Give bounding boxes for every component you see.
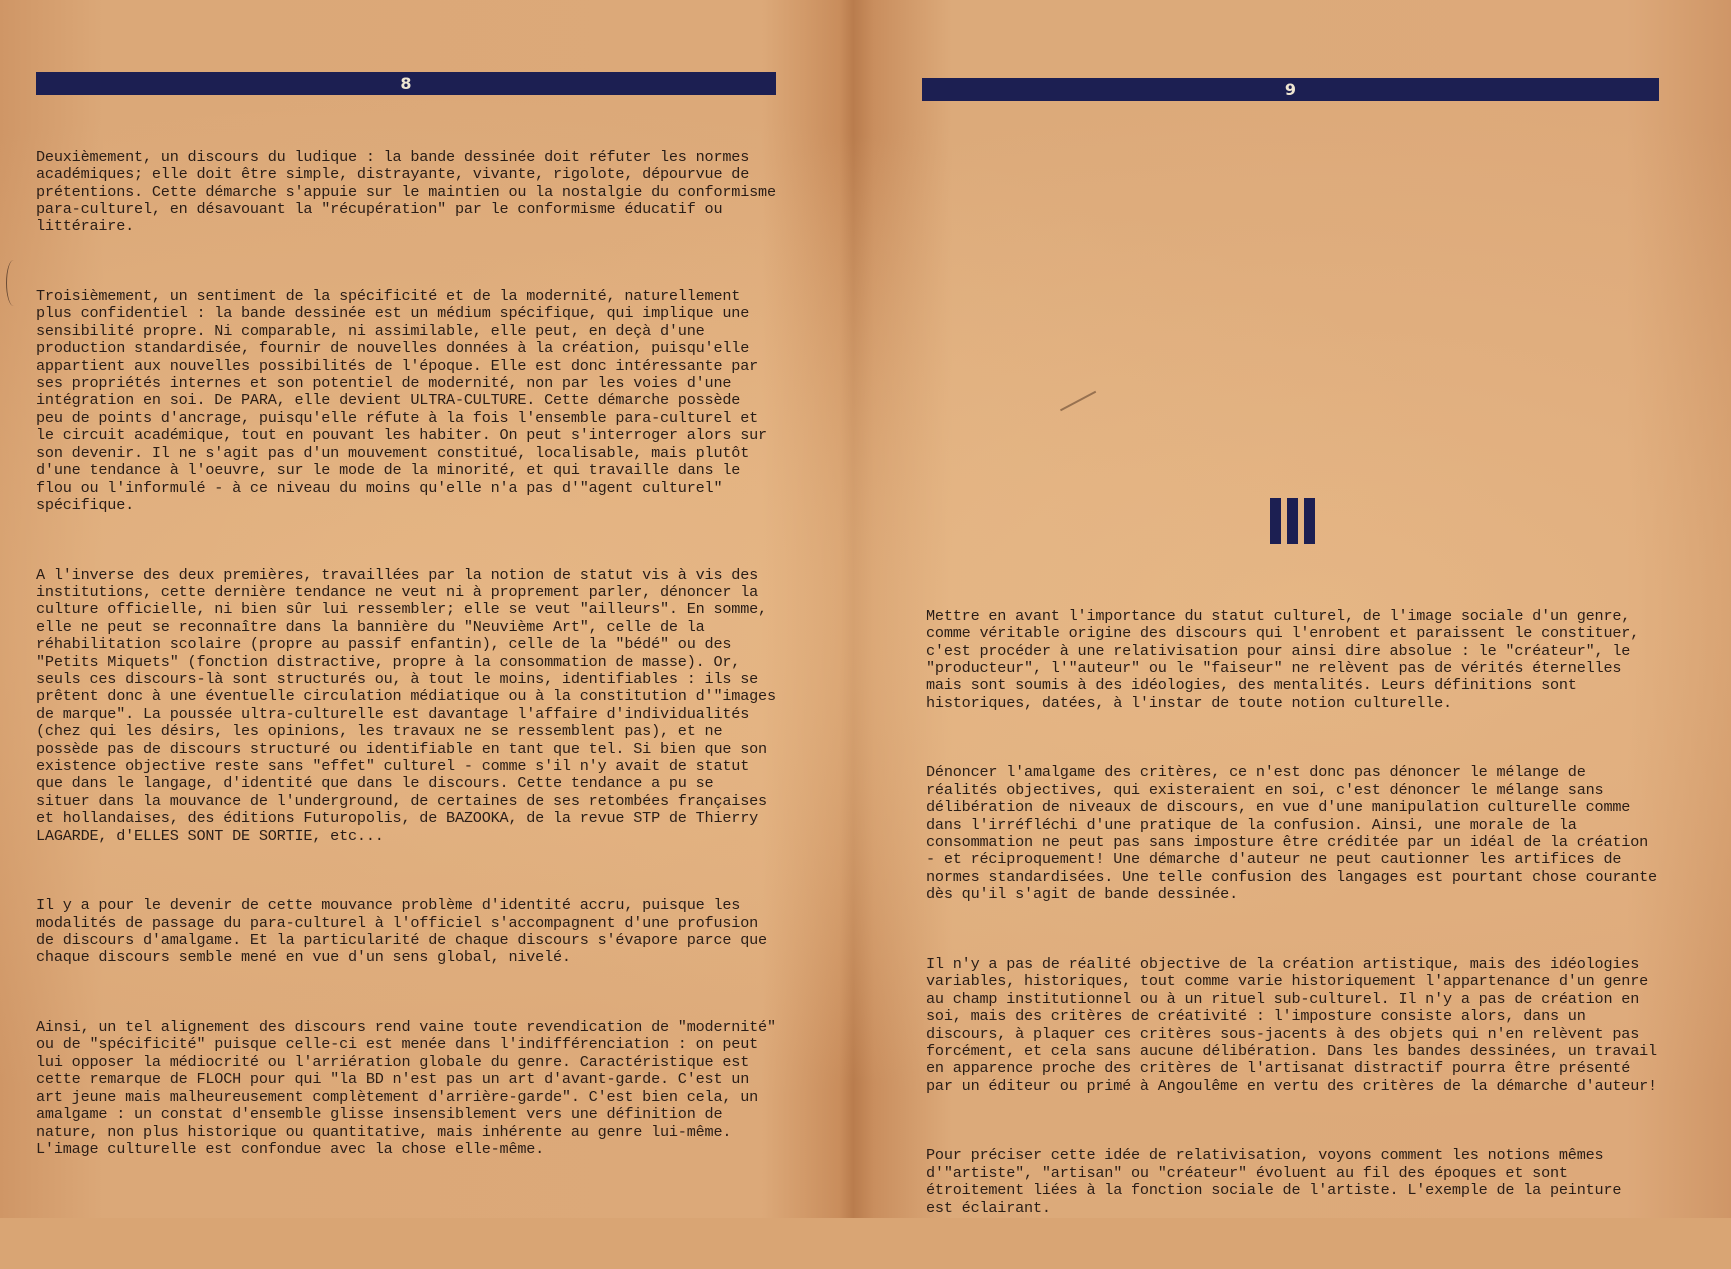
body-text bbox=[926, 573, 1666, 1269]
right-page bbox=[860, 0, 1731, 1218]
paragraph: Ainsi, un tel alignement des discours rend vaine toute revendication de "modernité" ou de "spécificité" puisque celle-ci est menée dans l'indifférenciation : on peut lui opposer la médiocrité ou l'arriération globale du genre. Caractéristique est cette remarque de FLOCH pour qui "la BD n'est pas un art d'avant-garde. C'est un art jeune mais malheureusement complètement d'arrière-garde". C'est bien cela, un amalgame : un constat d'ensemble glisse insensiblement vers une définition de nature, non plus historique ou quantitative, mais inhérente au genre lui-même. L'image culturelle est confondue avec la chose elle-même. bbox=[36, 1018, 776, 1158]
paragraph: Il n'y a pas de réalité objective de la création artistique, mais des idéologies variables, historiques, tout comme varie historiquement l'appartenance d'un genre au champ institutionnel ou à un rituel sub-culturel. Il n'y a pas de création en soi, mais des critères de créativité : l'imposture consiste alors, dans un discours, à plaquer ces critères sous-jacents à des objets qui n'en relèvent pas forcément, et cela sans aucune délibération. Dans les bandes dessinées, un travail en apparence proche des critères de l'artisanat distractif pourra être présenté par un éditeur ou primé à Angoulême en vertu des critères de la démarche d'auteur! bbox=[926, 954, 1657, 1095]
paragraph: Deuxièmement, un discours du ludique : la bande dessinée doit réfuter les normes académiques; elle doit être simple, distrayante, vivante, rigolote, dépourvue de prétentions. Cette démarche s'appuie sur le maintien ou la nostalgie du conformisme para-culturel, en désavouant la "récupération" par le conformisme éducatif ou littéraire. bbox=[36, 147, 776, 236]
page-number: 8 bbox=[400, 74, 412, 93]
paragraph: Dénoncer l'amalgame des critères, ce n'est donc pas dénoncer le mélange de réalités objectives, qui existeraient en soi, c'est dénoncer le mélange sans délibération de niveaux de discours, en vue d'une manipulation culturelle comme dans l'irréfléchi d'une pratique de la confusion. Ainsi, une morale de la consommation ne peut pas sans imposture être créditée par un idéal de la création - et réciproquement! Une démarche d'auteur ne peut cautionner les artifices de normes standardisées. Une telle confusion des langages est pourtant chose courante dès qu'il s'agit de bande dessinée. bbox=[926, 763, 1657, 904]
page-number-bar bbox=[922, 78, 1659, 101]
chapter-numeral bbox=[1270, 498, 1320, 548]
paragraph: Il y a pour le devenir de cette mouvance problème d'identité accru, puisque les modalités de passage du para-culturel à l'officiel s'accompagnent d'une profusion de discours d'amalgame. Et la particularité de chaque discours s'évapore parce que chaque discours semble mené en vue d'un sens global, nivelé. bbox=[36, 896, 767, 967]
left-page bbox=[0, 0, 845, 1218]
page-number-bar bbox=[36, 72, 776, 95]
paragraph: Pour préciser cette idée de relativisation, voyons comment les notions mêmes d'"artiste", "artisan" ou "créateur" évoluent au fil des époques et sont étroitement liées à la fonction sociale de l'artiste. L'exemple de la peinture est éclairant. bbox=[926, 1146, 1622, 1217]
body-text bbox=[36, 114, 796, 1211]
paragraph: Mettre en avant l'importance du statut culturel, de l'image sociale d'un genre, comme véritable origine des discours qui l'enrobent et paraissent le constituer, c'est procéder à une relativisation pour ainsi dire absolue : le "créateur", le "producteur", l'"auteur" ou le "faiseur" ne relèvent pas de vérités éternelles mais sont soumis à des idéologies, des mentalités. Leurs définitions sont historiques, datées, à l'instar de toute notion culturelle. bbox=[926, 606, 1640, 712]
paragraph: Troisièmement, un sentiment de la spécificité et de la modernité, naturellement plus confidentiel : la bande dessinée est un médium spécifique, qui implique une sensibilité propre. Ni comparable, ni assimilable, elle peut, en deçà d'une production standardisée, fournir de nouvelles données à la création, puisqu'elle appartient aux nouvelles possibilités de l'époque. Elle est donc intéressante par ses propriétés internes et son potentiel de modernité, non par les voies d'une intégration en soi. De PARA, elle devient ULTRA-CULTURE. Cette démarche possède peu de points d'ancrage, puisqu'elle réfute à la fois l'ensemble para-culturel et le circuit académique, tout en pouvant les habiter. On peut s'interroger alors sur son devenir. Il ne s'agit pas d'un mouvement constitué, localisable, mais plutôt d'une tendance à l'oeuvre, sur le mode de la minorité, et qui travaille dans le flou ou l'informulé - à ce niveau du moins qu'elle n'a pas d'"agent culturel" spécifique. bbox=[36, 287, 767, 514]
paragraph: A l'inverse des deux premières, travaillées par la notion de statut vis à vis des institutions, cette dernière tendance ne veut ni à proprement parler, dénoncer la culture officielle, ni bien sûr lui ressembler; elle se veut "ailleurs". En somme, elle ne peut se reconnaître dans la bannière du "Neuvième Art", celle de la réhabilitation scolaire (propre au passif enfantin), celle de la "bédé" ou des "Petits Miquets" (fonction distractive, propre à la consommation de masse). Or, seuls ces discours-là sont structurés ou, à tout le moins, identifiables : ils se prêtent donc à une éventuelle circulation médiatique ou à la constitution d'"images de marque". La poussée ultra-culturelle est davantage l'affaire d'individualités (chez qui les désirs, les opinions, les travaux ne se ressemblent pas), et ne possède pas de discours structuré ou identifiable en tant que tel. Si bien que son existence objective reste sans "effet" culturel - comme s'il n'y avait de statut que dans le langage, d'identité que dans le discours. Cette tendance a pu se situer dans la mouvance de l'underground, de certaines de ses retombées françaises et hollandaises, des éditions Futuropolis, de BAZOOKA, de la revue STP de Thierry LAGARDE, d'ELLES SONT DE SORTIE, etc... bbox=[36, 565, 776, 845]
page-number: 9 bbox=[1284, 80, 1297, 99]
margin-bracket-mark bbox=[6, 260, 21, 306]
